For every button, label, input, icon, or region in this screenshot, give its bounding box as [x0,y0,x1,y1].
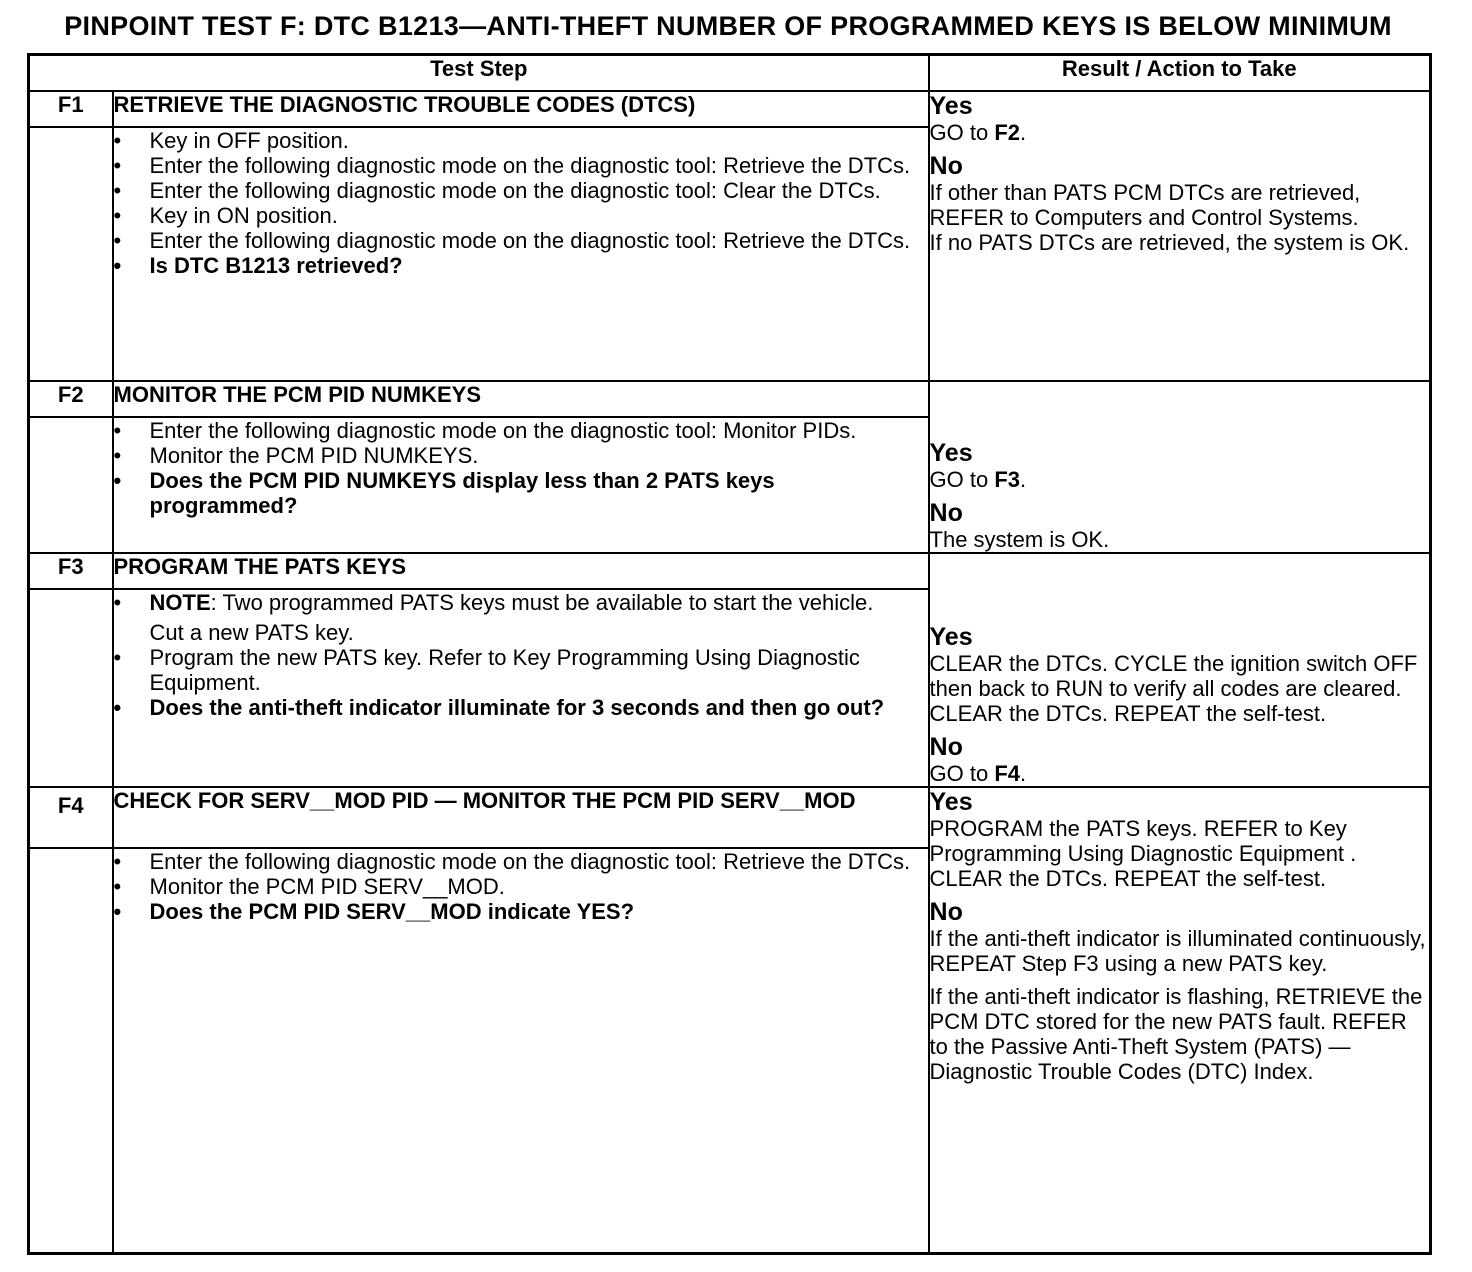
list-item: • Enter the following diagnostic mode on the diagnostic tool: Retrieve the DTCs. [113,153,911,178]
step-id: F4 [29,787,113,848]
step-f2-result [929,381,1431,553]
step-id: F2 [29,381,113,417]
step-heading: PROGRAM THE PATS KEYS [113,553,929,589]
step-f2-heading-row [29,381,1431,417]
list-item: • Enter the following diagnostic mode on the diagnostic tool: Monitor PIDs. [113,418,857,443]
list-item: • Monitor the PCM PID NUMKEYS. [113,443,479,468]
step-f1-heading-row [29,91,1431,127]
step-body [113,848,929,1254]
step-f3-heading-row [29,553,1431,589]
step-body [113,589,929,787]
no-action: If no PATS DTCs are retrieved, the system is OK. [929,230,1410,255]
list-item: • Key in ON position. [113,203,338,228]
table-header-row [29,55,1431,92]
yes-label: Yes [929,623,973,651]
no-action: If the anti-theft indicator is flashing, RETRIEVE the PCM DTC stored for the new PATS fault. REFER to the Passive Anti-Theft System (PATS) — Diagnostic Trouble Codes (DTC) Index. [929,984,1423,1084]
question-item: • Does the PCM PID SERV__MOD indicate YES? [113,899,635,924]
step-link[interactable]: F3 [994,467,1020,492]
yes-label: Yes [929,92,973,120]
yes-label: Yes [929,439,973,467]
yes-action: GO to F3. [929,467,1027,492]
no-action: If other than PATS PCM DTCs are retrieved, REFER to Computers and Control Systems. [929,180,1361,230]
step-heading: CHECK FOR SERV__MOD PID — MONITOR THE PCM PID SERV__MOD [113,787,929,848]
test-step-header: Test Step [29,55,929,92]
list-item: • Enter the following diagnostic mode on the diagnostic tool: Retrieve the DTCs. [113,228,911,253]
yes-action: GO to F2. [929,120,1027,145]
question-item: • Does the PCM PID NUMKEYS display less than 2 PATS keys programmed? [113,468,775,518]
step-heading: RETRIEVE THE DIAGNOSTIC TROUBLE CODES (DTCS) [113,91,929,127]
no-label: No [929,152,963,180]
note-sub-item: Cut a new PATS key. [149,620,354,645]
question-item: • Does the anti-theft indicator illuminate for 3 seconds and then go out? [113,695,885,720]
no-label: No [929,898,963,926]
list-item: • Enter the following diagnostic mode on the diagnostic tool: Retrieve the DTCs. [113,849,911,874]
yes-action: PROGRAM the PATS keys. REFER to Key Programming Using Diagnostic Equipment . CLEAR the DTCs. REPEAT the self-test. [929,816,1357,891]
list-item: • Program the new PATS key. Refer to Key Programming Using Diagnostic Equipment. [113,645,860,695]
step-id-spacer [29,589,113,787]
yes-label: Yes [929,788,973,816]
no-action: If the anti-theft indicator is illuminated continuously, REPEAT Step F3 using a new PATS key. [929,926,1426,976]
step-id-spacer [29,848,113,1254]
step-f3-result [929,553,1431,787]
note-label: NOTE [149,590,211,615]
no-label: No [929,733,963,761]
step-id: F3 [29,553,113,589]
step-id-spacer [29,417,113,553]
step-f4-result [929,787,1431,1254]
no-action: The system is OK. [929,527,1110,552]
pinpoint-test-table [27,53,1432,1255]
yes-action: CLEAR the DTCs. CYCLE the ignition switch OFF then back to RUN to verify all codes are cleared. CLEAR the DTCs. REPEAT the self-test. [929,651,1418,726]
step-heading: MONITOR THE PCM PID NUMKEYS [113,381,929,417]
step-f1-result [929,91,1431,381]
step-body [113,127,929,381]
step-body [113,417,929,553]
question-item: • Is DTC B1213 retrieved? [113,253,403,278]
page-title: PINPOINT TEST F: DTC B1213—ANTI-THEFT NUMBER OF PROGRAMMED KEYS IS BELOW MINIMUM [64,11,1392,41]
no-action: GO to F4. [929,761,1027,786]
step-id-spacer [29,127,113,381]
step-link[interactable]: F4 [994,761,1020,786]
step-id: F1 [29,91,113,127]
no-label: No [929,499,963,527]
result-header: Result / Action to Take [929,55,1431,92]
list-item: • Key in OFF position. [113,128,349,153]
step-link[interactable]: F2 [994,120,1020,145]
step-f4-heading-row [29,787,1431,848]
list-item: • Enter the following diagnostic mode on the diagnostic tool: Clear the DTCs. [113,178,881,203]
note-item: • NOTE: Two programmed PATS keys must be available to start the vehicle. [113,590,874,615]
list-item: • Monitor the PCM PID SERV__MOD. [113,874,505,899]
